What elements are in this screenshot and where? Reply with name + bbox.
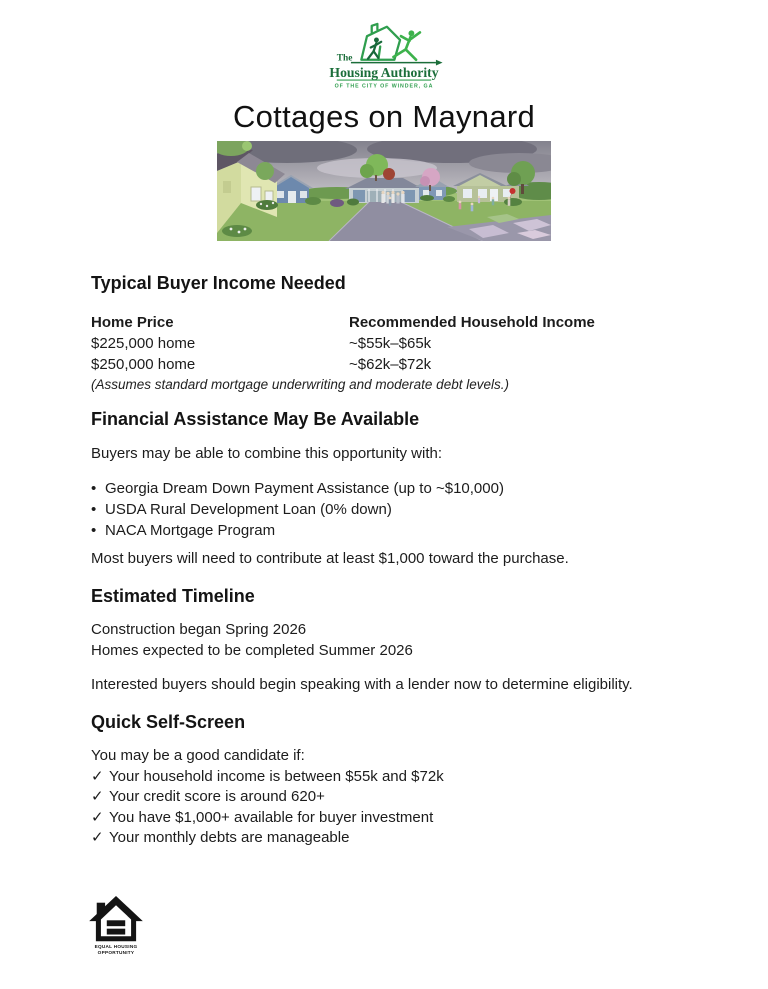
eho-label-line1: EQUAL HOUSING — [94, 943, 138, 949]
list-item — [91, 808, 698, 829]
col-header-home-price: Home Price — [91, 314, 174, 331]
income-cell: ~$62k–$72k — [349, 356, 432, 373]
logo-prefix: The — [336, 53, 353, 64]
check-text: Your credit score is around 620+ — [109, 788, 325, 805]
checkmark-icon: ✓ — [91, 808, 104, 826]
list-item — [91, 828, 698, 849]
checkmark-icon: ✓ — [91, 788, 104, 805]
logo-tagline: OF THE CITY OF WINDER, GA — [334, 83, 434, 90]
page-header — [0, 0, 768, 135]
check-text: You have $1,000+ available for buyer investment — [109, 808, 434, 826]
income-table — [91, 312, 698, 375]
underwriting-note: (Assumes standard mortgage underwriting and moderate debt levels.) — [91, 377, 509, 392]
assistance-intro: Buyers may be able to combine this opportunity with: — [91, 445, 443, 462]
col-header-income: Recommended Household Income — [349, 314, 595, 331]
checkmark-icon: ✓ — [91, 767, 104, 785]
selfscreen-check-list — [91, 767, 698, 849]
checkmark-icon: ✓ — [91, 829, 104, 846]
income-section-heading: Typical Buyer Income Needed — [91, 273, 346, 293]
bullet-text: USDA Rural Development Loan (0% down) — [105, 501, 392, 518]
list-item — [91, 478, 698, 499]
assistance-bullet-list — [91, 478, 698, 541]
eho-house-icon — [89, 896, 143, 941]
home-price-cell: $250,000 home — [91, 356, 196, 373]
eho-label-line2: OPPORTUNITY — [97, 949, 135, 955]
bullet-icon: • — [91, 480, 97, 497]
document-body — [0, 273, 768, 849]
hero-rendering-image — [217, 141, 551, 241]
list-item — [91, 787, 698, 808]
income-table-header-row — [91, 312, 698, 333]
timeline-section-heading: Estimated Timeline — [91, 586, 255, 606]
bullet-text: Georgia Dream Down Payment Assistance (up to ~$10,000) — [105, 480, 504, 497]
housing-authority-logo — [321, 22, 447, 90]
bullet-text: NACA Mortgage Program — [105, 522, 276, 539]
bullet-icon: • — [91, 501, 97, 518]
page-title: Cottages on Maynard — [232, 99, 536, 134]
assistance-outro: Most buyers will need to contribute at least $1,000 toward the purchase. — [91, 550, 569, 567]
page-footer — [89, 896, 768, 963]
assistance-section-heading: Financial Assistance May Be Available — [91, 409, 420, 429]
check-text: Your monthly debts are manageable — [109, 829, 350, 846]
home-price-cell: $225,000 home — [91, 335, 196, 352]
equal-housing-opportunity-logo — [89, 896, 143, 958]
bullet-icon: • — [91, 522, 97, 539]
table-row — [91, 354, 698, 375]
selfscreen-section-heading: Quick Self-Screen — [91, 712, 246, 732]
timeline-line: Homes expected to be completed Summer 2026 — [91, 642, 413, 659]
check-text: Your household income is between $55k and $72k — [109, 767, 444, 785]
timeline-line: Construction began Spring 2026 — [91, 621, 307, 638]
list-item — [91, 520, 698, 541]
selfscreen-intro: You may be a good candidate if: — [91, 747, 305, 764]
table-row — [91, 333, 698, 354]
logo-name: Housing Authority — [329, 64, 439, 80]
timeline-note: Interested buyers should begin speaking with a lender now to determine eligibility. — [91, 676, 633, 693]
income-cell: ~$55k–$65k — [349, 335, 432, 352]
list-item — [91, 499, 698, 520]
list-item — [91, 767, 698, 788]
